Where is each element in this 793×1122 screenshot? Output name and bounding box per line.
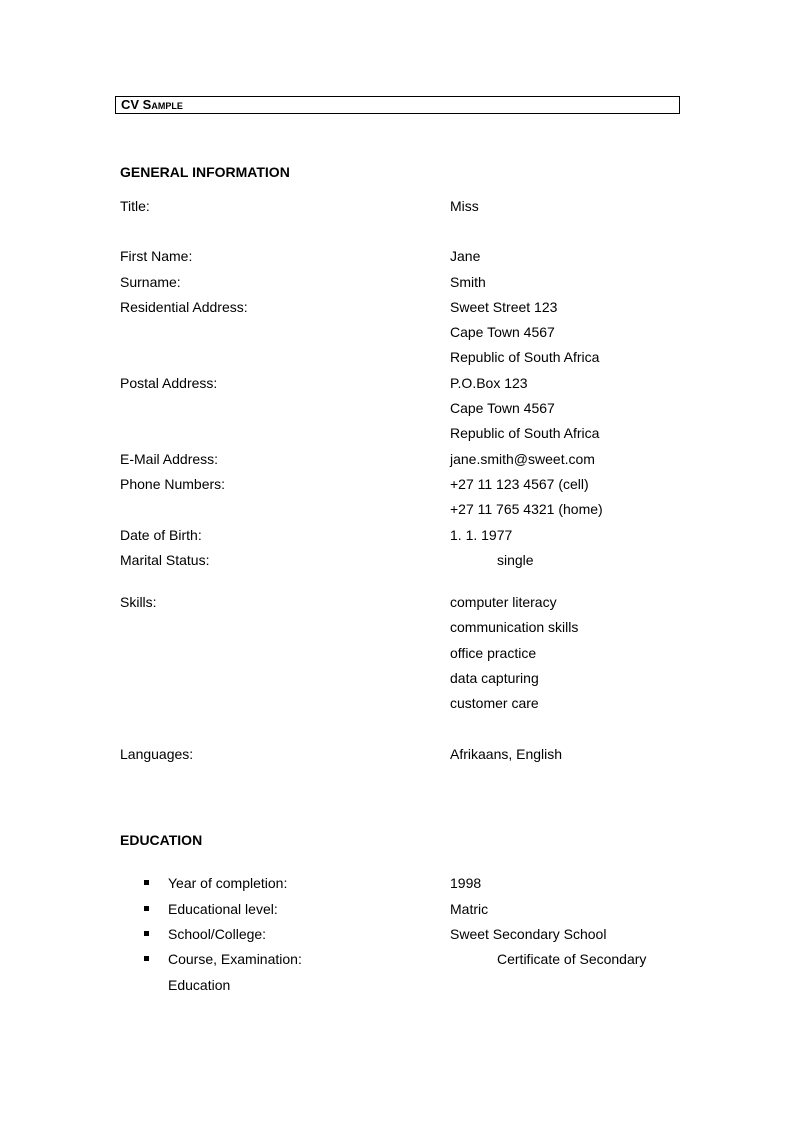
postal-address-label: Postal Address: [120, 375, 218, 391]
residential-address-line: Sweet Street 123 [450, 299, 558, 315]
phone-number: +27 11 765 4321 (home) [450, 501, 603, 517]
title-value: Miss [450, 198, 479, 214]
postal-address-line: Cape Town 4567 [450, 400, 555, 416]
skill-item: computer literacy [450, 594, 557, 610]
date-of-birth-value: 1. 1. 1977 [450, 527, 513, 543]
title-label: Title: [120, 198, 150, 214]
marital-status-label: Marital Status: [120, 552, 210, 568]
cv-title-box [115, 96, 680, 114]
bullet-icon [144, 931, 149, 936]
surname-value: Smith [450, 274, 486, 290]
cv-title-prefix: CV [121, 97, 143, 112]
cv-title-rest: Sample [142, 97, 183, 112]
education-item-label: Year of completion: [168, 875, 288, 891]
education-item-label: Educational level: [168, 901, 278, 917]
education-item-value: Sweet Secondary School [450, 926, 607, 942]
skill-item: office practice [450, 645, 537, 661]
marital-status-value: single [497, 552, 534, 568]
first-name-value: Jane [450, 248, 481, 264]
skill-item: customer care [450, 695, 539, 711]
residential-address-line: Republic of South Africa [450, 349, 600, 365]
education-item-value-continued: Education [168, 977, 231, 993]
date-of-birth-label: Date of Birth: [120, 527, 202, 543]
languages-label: Languages: [120, 746, 194, 762]
general-information-heading: GENERAL INFORMATION [120, 164, 290, 180]
bullet-icon [144, 880, 149, 885]
education-item-label: Course, Examination: [168, 951, 302, 967]
education-heading: EDUCATION [120, 832, 203, 848]
skills-label: Skills: [120, 594, 157, 610]
education-item-value: 1998 [450, 875, 482, 891]
first-name-label: First Name: [120, 248, 193, 264]
email-label: E-Mail Address: [120, 451, 219, 467]
phone-numbers-label: Phone Numbers: [120, 476, 226, 492]
phone-number: +27 11 123 4567 (cell) [450, 476, 589, 492]
postal-address-line: P.O.Box 123 [450, 375, 528, 391]
education-item-label: School/College: [168, 926, 267, 942]
languages-value: Afrikaans, English [450, 746, 563, 762]
surname-label: Surname: [120, 274, 181, 290]
residential-address-label: Residential Address: [120, 299, 248, 315]
skill-item: data capturing [450, 670, 539, 686]
bullet-icon [144, 956, 149, 961]
education-item-value: Certificate of Secondary [497, 951, 647, 967]
email-value: jane.smith@sweet.com [450, 451, 595, 467]
postal-address-line: Republic of South Africa [450, 425, 600, 441]
education-item-value: Matric [450, 901, 489, 917]
skill-item: communication skills [450, 619, 579, 635]
cv-title [121, 96, 183, 113]
bullet-icon [144, 906, 149, 911]
residential-address-line: Cape Town 4567 [450, 324, 555, 340]
